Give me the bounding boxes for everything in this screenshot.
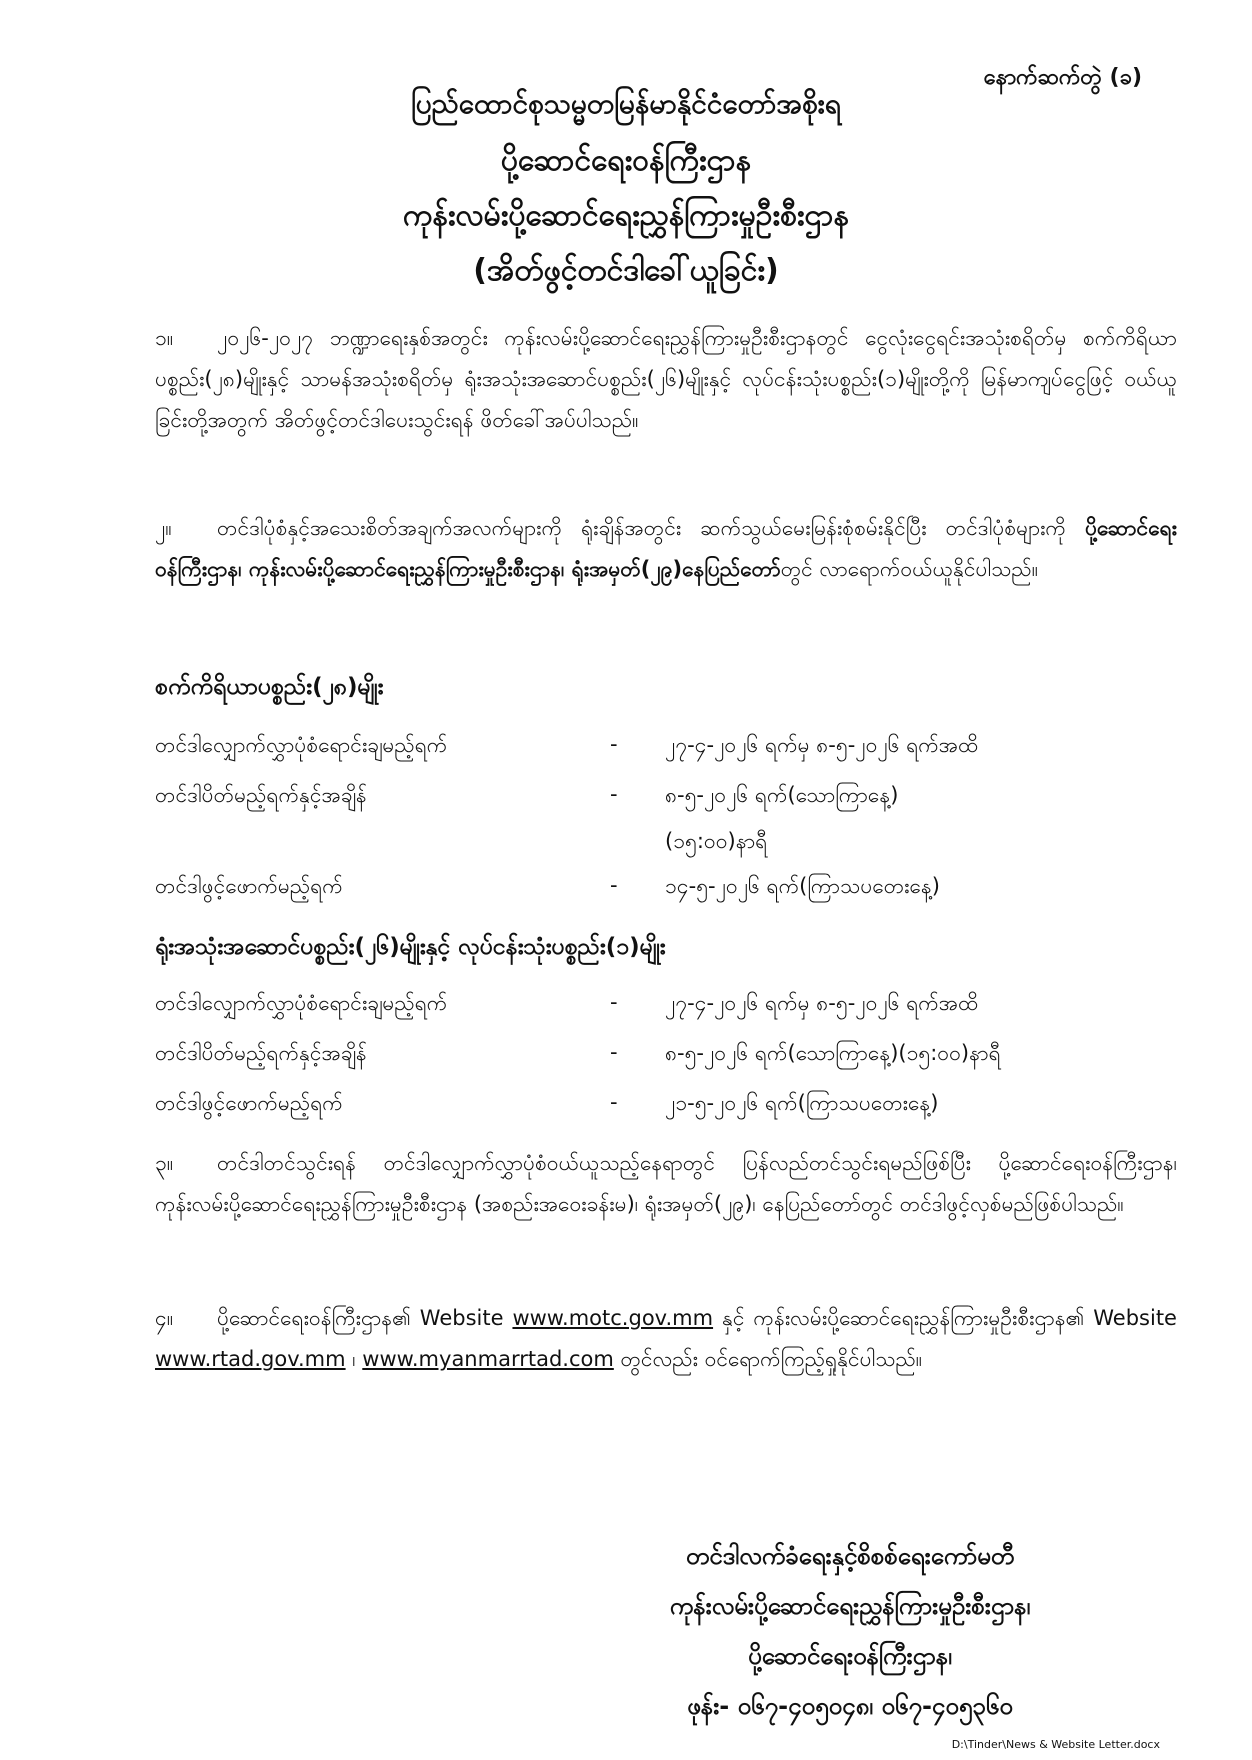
link-separator: ၊ [345,1347,363,1371]
schedule-value: (၁၅:၀၀)နာရီ [665,829,768,853]
paragraph-number: ၁။ [155,326,174,350]
schedule-row [155,990,1155,1030]
schedule-dash: - [610,1090,618,1114]
government-heading: ပြည်ထောင်စုသမ္မတမြန်မာနိုင်ငံတော်အစိုးရ [411,87,841,120]
schedule-row [155,782,1155,822]
paragraph-1 [155,318,1177,441]
office-address: ပို့ဆောင်ရေးဝန်ကြီးဌာန၊ ကုန်းလမ်းပို့ဆောင်ရေးညွှန်ကြားမှုဦးစီးဌာန၊ ရုံးအမှတ်(၂၉)နေပြည်တော် [155,516,1177,581]
section-office-supplies-title: ရုံးအသုံးအဆောင်ပစ္စည်း(၂၆)မျိုးနှင့် လုပ်ငန်းသုံးပစ္စည်း(၁)မျိုး [155,934,666,960]
signature-committee: တင်ဒါလက်ခံရေးနှင့်စိစစ်ရေးကော်မတီ [685,1542,1015,1570]
schedule-value: ၈-၅-၂၀၂၆ ရက်(သောကြာနေ့)(၁၅:၀၀)နာရီ [665,1041,1001,1065]
paragraph-text: နှင့် ကုန်းလမ်းပို့ဆောင်ရေးညွှန်ကြားမှုဦးစီးဌာန၏ Website [713,1306,1177,1330]
schedule-dash: - [610,782,618,806]
schedule-label: တင်ဒါပိတ်မည့်ရက်နှင့်အချိန် [155,783,367,807]
schedule-row [155,1090,1155,1130]
paragraph-text: ပို့ဆောင်ရေးဝန်ကြီးဌာန၏ Website [217,1306,513,1330]
schedule-label: တင်ဒါလျှောက်လွှာပုံစံရောင်းချမည့်ရက် [155,733,448,757]
signature-department: ကုန်းလမ်းပို့ဆောင်ရေးညွှန်ကြားမှုဦးစီးဌာန၊ [669,1592,1031,1620]
schedule-label: တင်ဒါလျှောက်လွှာပုံစံရောင်းချမည့်ရက် [155,991,448,1015]
schedule-label: တင်ဒါဖွင့်ဖောက်မည့်ရက် [155,874,343,898]
myanmarrtad-website-link[interactable]: www.myanmarrtad.com [362,1347,614,1371]
paragraph-text: တင်ဒါတင်သွင်းရန် တင်ဒါလျှောက်လွှာပုံစံဝယ်ယူသည့်နေရာတွင် ပြန်လည်တင်သွင်းရမည်ဖြစ်ပြီး ပို့ဆောင်ရေးဝန်ကြီးဌာန၊ ကုန်းလမ်းပို့ဆောင်ရေးညွှန်ကြားမှုဦးစီးဌာန (အစည်းအဝေးခန်းမ)၊ ရုံးအမှတ်(၂၉)၊ နေပြည်တော်တွင် တင်ဒါဖွင့်လှစ်မည်ဖြစ်ပါသည်။ [155,1151,1177,1216]
paragraph-2 [155,508,1177,590]
signature-ministry: ပို့ဆောင်ရေးဝန်ကြီးဌာန၊ [748,1642,952,1670]
schedule-value: ၂၇-၄-၂၀၂၆ ရက်မှ ၈-၅-၂၀၂၆ ရက်အထိ [665,991,979,1015]
paragraph-number: ၃။ [155,1151,174,1175]
schedule-label: တင်ဒါပိတ်မည့်ရက်နှင့်အချိန် [155,1041,367,1065]
schedule-dash: - [610,873,618,897]
department-heading: ကုန်းလမ်းပို့ဆောင်ရေးညွှန်ကြားမှုဦးစီးဌာန [403,198,849,233]
schedule-row [155,1040,1155,1080]
paragraph-number: ၄။ [155,1306,174,1330]
paragraph-text: တင်ဒါပုံစံနှင့်အသေးစိတ်အချက်အလက်များကို ရုံးချိန်အတွင်း ဆက်သွယ်မေးမြန်းစုံစမ်းနိုင်ပြီး တင်ဒါပုံစံများကို [217,516,1086,540]
section-machinery-title: စက်ကိရိယာပစ္စည်း(၂၈)မျိုး [155,674,384,700]
schedule-row [155,828,1155,868]
schedule-dash: - [610,1040,618,1064]
paragraph-text: ၂၀၂၆-၂၀၂၇ ဘဏ္ဍာရေးနှစ်အတွင်း ကုန်းလမ်းပို့ဆောင်ရေးညွှန်ကြားမှုဦးစီးဌာနတွင် ငွေလုံးငွေရင်းအသုံးစရိတ်မှ စက်ကိရိယာပစ္စည်း(၂၈)မျိုးနှင့် သာမန်အသုံးစရိတ်မှ ရုံးအသုံးအဆောင်ပစ္စည်း(၂၆)မျိုးနှင့် လုပ်ငန်းသုံးပစ္စည်း(၁)မျိုးတို့ကို မြန်မာကျပ်ငွေဖြင့် ဝယ်ယူခြင်းတို့အတွက် အိတ်ဖွင့်တင်ဒါပေးသွင်းရန် ဖိတ်ခေါ်အပ်ပါသည်။ [155,326,1177,432]
motc-website-link[interactable]: www.motc.gov.mm [512,1306,714,1330]
schedule-value: ၂၁-၅-၂၀၂၆ ရက်(ကြာသပတေးနေ့) [665,1091,939,1115]
paragraph-3 [155,1143,1177,1225]
schedule-dash: - [610,990,618,1014]
rtad-website-link[interactable]: www.rtad.gov.mm [155,1347,346,1371]
paragraph-text: တွင်လည်း ဝင်ရောက်ကြည့်ရှုနိုင်ပါသည်။ [613,1347,923,1371]
schedule-dash: - [610,732,618,756]
schedule-label: တင်ဒါဖွင့်ဖောက်မည့်ရက် [155,1091,343,1115]
paragraph-number: ၂။ [155,516,172,540]
paragraph-4 [155,1298,1177,1380]
schedule-value: ၂၇-၄-၂၀၂၆ ရက်မှ ၈-၅-၂၀၂၆ ရက်အထိ [665,733,979,757]
schedule-value: ၁၄-၅-၂၀၂၆ ရက်(ကြာသပတေးနေ့) [665,874,940,898]
ministry-heading: ပို့ဆောင်ရေးဝန်ကြီးဌာန [500,143,752,178]
schedule-value: ၈-၅-၂၀၂၆ ရက်(သောကြာနေ့) [665,783,899,807]
paragraph-text: တွင် လာရောက်ဝယ်ယူနိုင်ပါသည်။ [780,557,1039,581]
signature-phone: ဖုန်း- ၀၆၇-၄၀၅၀၄၈၊ ၀၆၇-၄၀၅၃၆၀ [687,1692,1013,1720]
file-path-footer: D:\Tinder\News & Website Letter.docx [951,1738,1160,1751]
schedule-row [155,873,1155,913]
annex-label: နောက်ဆက်တွဲ (ခ) [983,65,1142,90]
schedule-row [155,732,1155,772]
notice-title: (အိတ်ဖွင့်တင်ဒါခေါ်ယူခြင်း) [473,253,779,288]
